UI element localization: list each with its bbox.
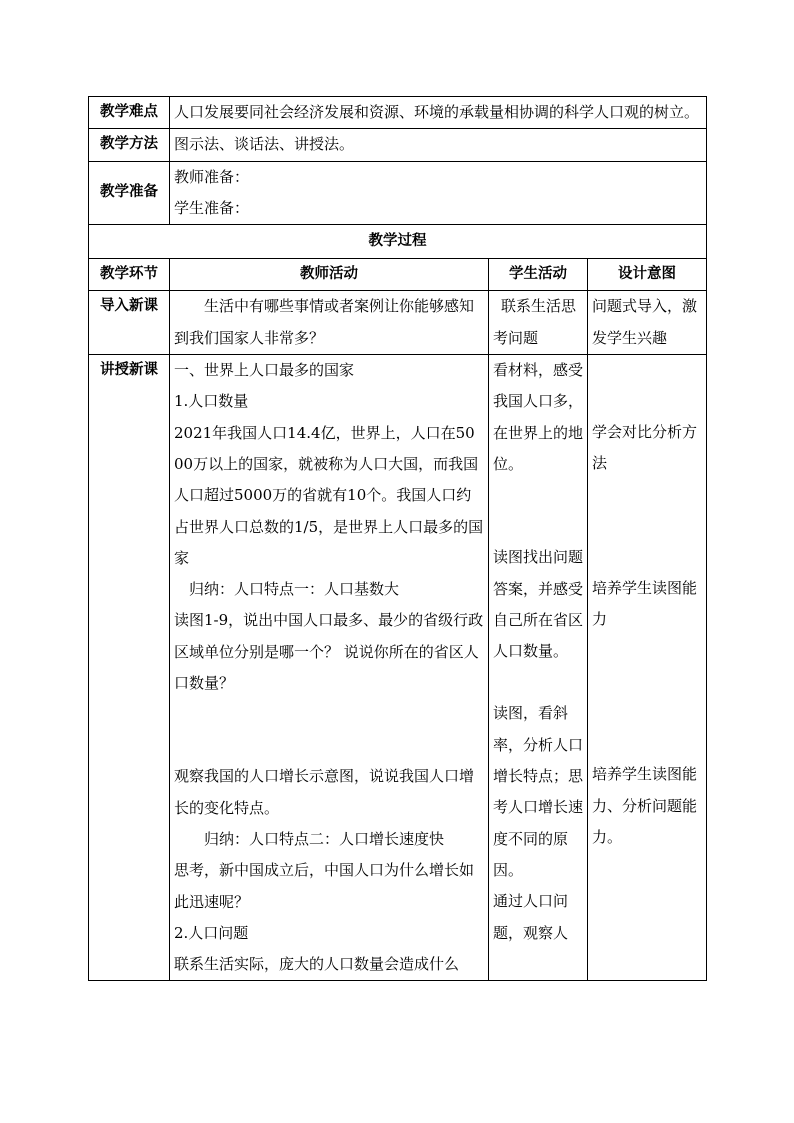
intent-gap (592, 697, 702, 728)
intro-teacher: 生活中有哪些事情或者案例让你能够感知到我们国家人非常多？ (170, 291, 489, 355)
process-title-row (89, 225, 707, 259)
lesson-plan-table (88, 96, 707, 981)
student-s1: 看材料，感受我国人口多，在世界上的地位。 (493, 361, 584, 473)
teacher-p1: 一、世界上人口最多的国家 (174, 361, 355, 380)
intent-gap (592, 480, 702, 511)
teacher-p10: 联系生活实际，庞大的人口数量会造成什么 (174, 955, 460, 974)
teach-student (489, 355, 588, 981)
intro-stage: 导入新课 (89, 291, 170, 355)
difficulty-row (89, 97, 707, 129)
col-header-teacher: 教师活动 (170, 259, 489, 291)
preparation-row (89, 161, 707, 225)
teacher-p7: 归纳：人口特点二：人口增长速度快 (204, 829, 445, 848)
student-s3: 读图，看斜率，分析人口增长特点；思考人口增长速度不同的原因。 (493, 704, 584, 879)
difficulty-label: 教学难点 (89, 97, 170, 129)
process-title: 教学过程 (89, 225, 707, 259)
teacher-p2: 1.人口数量 (174, 392, 249, 411)
intro-intent: 问题式导入，激发学生兴趣 (588, 291, 707, 355)
intent-i3: 培养学生读图能力、分析问题能力。 (592, 765, 698, 846)
teacher-gap (174, 730, 484, 761)
student-prep: 学生准备： (174, 198, 250, 217)
method-row (89, 129, 707, 161)
teacher-p9: 2.人口问题 (174, 923, 249, 942)
student-s4: 通过人口问题，观察人 (493, 892, 569, 942)
teacher-gap (174, 699, 484, 730)
intent-gap (592, 511, 702, 542)
header-row (89, 259, 707, 291)
teacher-p5: 读图1-9，说出中国人口最多、最少的省级行政区域单位分别是哪一个？ 说说你所在的省区人口数量？ (174, 611, 484, 693)
teach-intent (588, 355, 707, 981)
teach-teacher (170, 355, 489, 981)
student-s2: 读图找出问题答案，并感受自己所在省区人口数量。 (493, 548, 584, 661)
intent-gap (592, 542, 702, 573)
teacher-prep: 教师准备： (174, 167, 250, 186)
intent-gap (592, 728, 702, 759)
preparation-content (170, 161, 707, 225)
intent-gap (592, 635, 702, 666)
teach-row (89, 355, 707, 981)
preparation-label: 教学准备 (89, 161, 170, 225)
intro-row (89, 291, 707, 355)
intent-gap (592, 355, 702, 386)
teacher-p4: 归纳：人口特点一：人口基数大 (189, 580, 400, 599)
teacher-p8: 思考，新中国成立后，中国人口为什么增长如此迅速呢？ (174, 861, 475, 911)
intent-gap (592, 666, 702, 697)
difficulty-content: 人口发展要同社会经济发展和资源、环境的承载量相协调的科学人口观的树立。 (170, 97, 707, 129)
intent-i1: 学会对比分析方法 (592, 423, 698, 473)
intent-i2: 培养学生读图能力 (592, 578, 698, 628)
teach-stage: 讲授新课 (89, 355, 170, 981)
method-label: 教学方法 (89, 129, 170, 161)
col-header-stage: 教学环节 (89, 259, 170, 291)
student-gap (493, 667, 583, 698)
intent-gap (592, 386, 702, 417)
method-content: 图示法、谈话法、讲授法。 (170, 129, 707, 161)
teacher-p6: 观察我国的人口增长示意图，说说我国人口增长的变化特点。 (174, 767, 475, 817)
student-gap (493, 511, 583, 542)
student-gap (493, 480, 583, 511)
col-header-intent: 设计意图 (588, 259, 707, 291)
intro-student: 联系生活思考问题 (489, 291, 588, 355)
col-header-student: 学生活动 (489, 259, 588, 291)
teacher-p3: 2021年我国人口14.4亿，世界上，人口在5000万以上的国家，就被称为人口大国，而我国人口超过5000万的省就有10个。我国人口约占世界人口总数的1/5，是世界上人口最多的国家 (174, 423, 484, 567)
